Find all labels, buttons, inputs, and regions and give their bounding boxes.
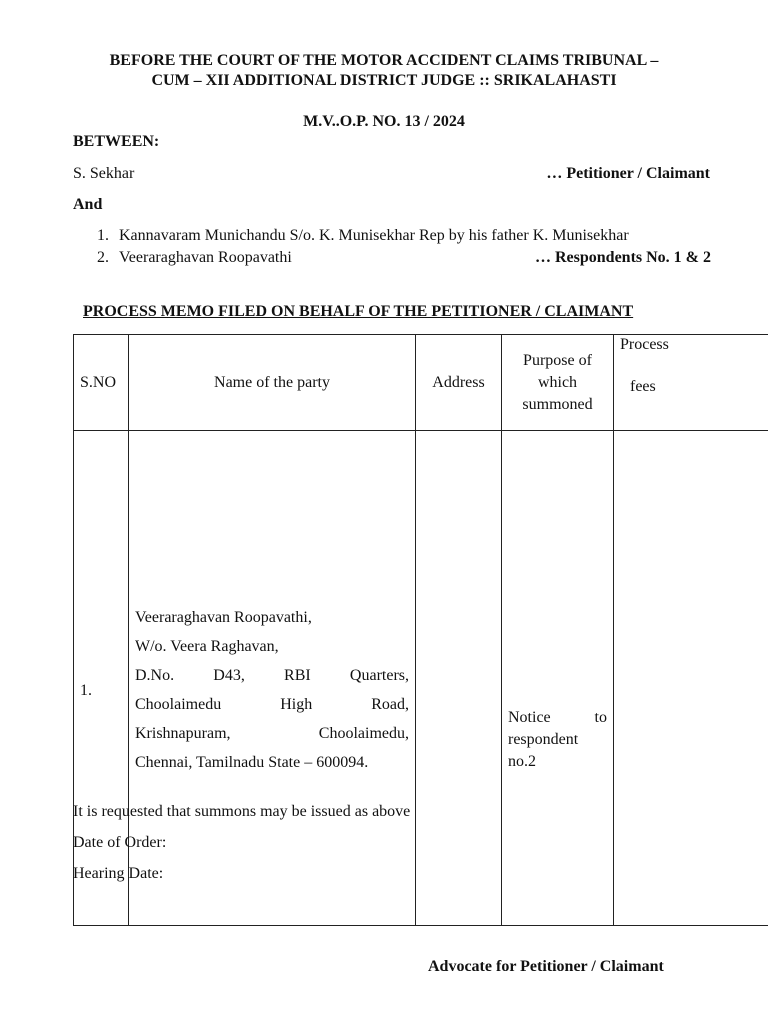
row-process-fees	[614, 431, 768, 926]
row-address	[416, 431, 502, 926]
header-process	[614, 335, 768, 431]
petitioner-name: S. Sekhar	[73, 165, 135, 182]
memo-title: PROCESS MEMO FILED ON BEHALF OF THE PETITIONER / CLAIMANT	[83, 303, 634, 320]
header-address-label: Address	[432, 373, 485, 391]
purpose-line-1: Notice to	[508, 709, 607, 726]
party-line-1: Veeraraghavan Roopavathi,	[135, 609, 312, 626]
header-purpose-line-3: summoned	[522, 395, 593, 413]
respondent-1	[97, 227, 629, 245]
purpose-line-2: respondent	[508, 731, 579, 748]
row-sno-value: 1.	[80, 682, 92, 699]
case-number: M.V..O.P. NO. 13 / 2024	[303, 113, 465, 130]
header-process-line-1: Process	[620, 336, 669, 353]
request-text: It is requested that summons may be issued as above	[73, 803, 411, 820]
header-name-label: Name of the party	[214, 373, 330, 391]
header-purpose	[502, 335, 614, 431]
respondent-1-number: 1.	[97, 227, 109, 244]
between-label: BETWEEN:	[73, 133, 160, 150]
hearing-date: Hearing Date:	[73, 865, 164, 882]
row-purpose	[502, 431, 614, 926]
header-address	[416, 335, 502, 431]
process-memo-table	[73, 334, 768, 926]
table-row	[74, 431, 768, 926]
respondent-1-name: Kannavaram Munichandu S/o. K. Munisekhar Rep by his father K. Munisekhar	[119, 227, 629, 244]
respondents-role: … Respondents No. 1 & 2	[534, 249, 711, 266]
purpose-line-3: no.2	[508, 753, 536, 770]
header-purpose-line-2: which	[537, 373, 578, 391]
court-title-line-1: BEFORE THE COURT OF THE MOTOR ACCIDENT CLAIMS TRIBUNAL –	[109, 52, 659, 69]
header-sno-label: S.NO	[80, 373, 117, 391]
header-sno	[74, 335, 129, 431]
party-line-5: Krishnapuram, Choolaimedu,	[135, 725, 409, 742]
date-of-order: Date of Order:	[73, 834, 167, 851]
court-title-line-2: CUM – XII ADDITIONAL DISTRICT JUDGE :: SRIKALAHASTI	[151, 72, 617, 89]
petitioner-role: … Petitioner / Claimant	[546, 165, 710, 182]
respondent-2-name: Veeraraghavan Roopavathi	[119, 249, 292, 266]
and-label: And	[73, 196, 103, 213]
header-process-line-2: fees	[630, 378, 656, 395]
party-line-6: Chennai, Tamilnadu State – 600094.	[135, 754, 369, 771]
party-line-2: W/o. Veera Raghavan,	[135, 638, 279, 655]
respondent-2-number: 2.	[97, 249, 109, 266]
row-party	[129, 431, 416, 926]
party-line-4: Choolaimedu High Road,	[135, 696, 409, 713]
party-line-3: D.No. D43, RBI Quarters,	[135, 667, 409, 684]
header-purpose-line-1: Purpose of	[523, 351, 592, 369]
advocate-signature: Advocate for Petitioner / Claimant	[428, 958, 664, 975]
table-header-row	[74, 335, 768, 431]
respondent-2	[97, 249, 292, 267]
header-name	[129, 335, 416, 431]
